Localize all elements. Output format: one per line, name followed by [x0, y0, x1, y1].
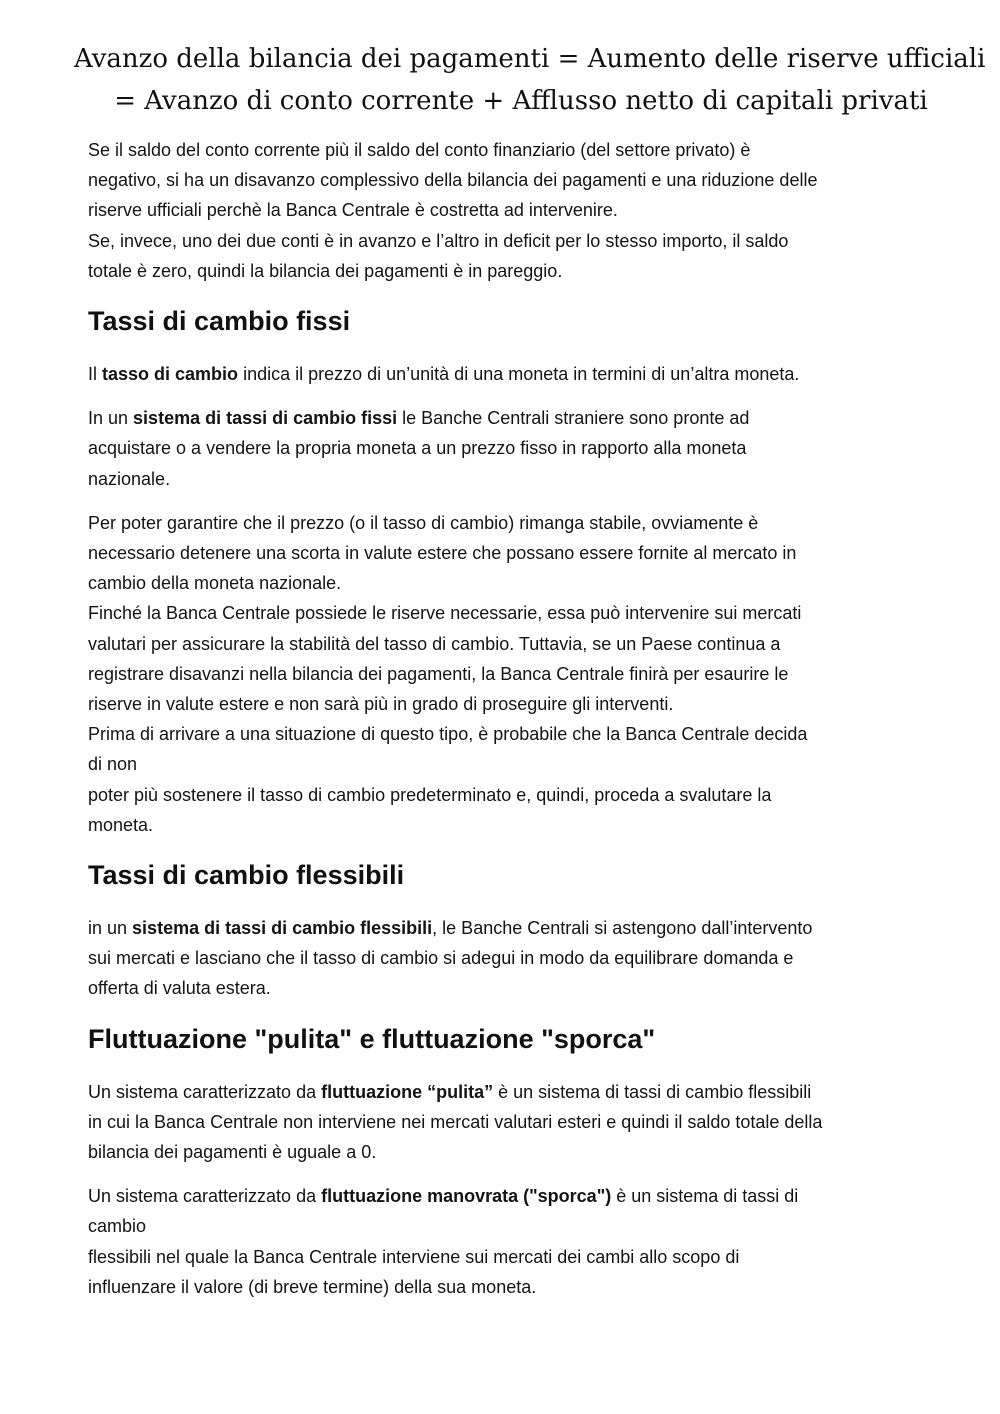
formula-line-2: = Avanzo di conto corrente + Afflusso netto di capitali privati [114, 86, 928, 116]
text-line: Un sistema caratterizzato da fluttuazione “pulita” è un sistema di tassi di cambio flessibili [88, 1081, 812, 1102]
term-exchange-rate: tasso di cambio [102, 364, 239, 385]
text-line: valutari per assicurare la stabilità del tasso di cambio. Tuttavia, se un Paese continua a [88, 633, 781, 654]
text-line: necessario detenere una scorta in valute estere che possano essere fornite al mercato in [88, 543, 797, 564]
heading-flexible-exchange-rates: Tassi di cambio flessibili [88, 860, 405, 891]
fixed-system-definition [88, 403, 918, 494]
text-line: Se, invece, uno dei due conti è in avanzo e l’altro in deficit per lo stesso importo, il saldo [88, 230, 789, 251]
text-line: In un sistema di tassi di cambio fissi le Banche Centrali straniere sono pronte ad [88, 408, 750, 429]
text-line: influenzare il valore (di breve termine) della sua moneta. [88, 1276, 537, 1297]
text-line: Prima di arrivare a una situazione di questo tipo, è probabile che la Banca Centrale decida [88, 724, 808, 745]
fixed-rate-explanation [88, 508, 918, 840]
document-page [74, 38, 986, 1302]
text-line: riserve in valute estere e non sarà più in grado di proseguire gli interventi. [88, 694, 674, 715]
flexible-system-definition [88, 913, 918, 1004]
heading-clean-dirty-float: Fluttuazione "pulita" e fluttuazione "sporca" [88, 1023, 656, 1054]
term-dirty-float: fluttuazione manovrata ("sporca") [321, 1186, 612, 1207]
dirty-float-definition [88, 1181, 918, 1302]
clean-float-definition [88, 1077, 918, 1168]
heading-fixed-exchange-rates: Tassi di cambio fissi [88, 306, 351, 337]
text-line: Il tasso di cambio indica il prezzo di un’unità di una moneta in termini di un’altra moneta. [88, 364, 800, 385]
text-line: sui mercati e lasciano che il tasso di cambio si adegui in modo da equilibrare domanda e [88, 948, 794, 969]
text-line: di non [88, 754, 138, 775]
text-line: offerta di valuta estera. [88, 978, 271, 999]
formula-line-1: Avanzo della bilancia dei pagamenti = Aumento delle riserve ufficiali [74, 44, 986, 74]
text-line: Finché la Banca Centrale possiede le riserve necessarie, essa può intervenire sui mercati [88, 603, 802, 624]
text-line: acquistare o a vendere la propria moneta a un prezzo fisso in rapporto alla moneta [88, 438, 747, 459]
text-line: negativo, si ha un disavanzo complessivo della bilancia dei pagamenti e una riduzione delle [88, 170, 818, 191]
term-fixed-system: sistema di tassi di cambio fissi [133, 408, 398, 429]
text-line: flessibili nel quale la Banca Centrale interviene sui mercati dei cambi allo scopo di [88, 1246, 740, 1267]
text-line: riserve ufficiali perchè la Banca Centrale è costretta ad intervenire. [88, 200, 618, 221]
text-line: registrare disavanzi nella bilancia dei pagamenti, la Banca Centrale finirà per esaurire le [88, 663, 789, 684]
term-clean-float: fluttuazione “pulita” [321, 1081, 494, 1102]
text-line: in cui la Banca Centrale non interviene nei mercati valutari esteri e quindi il saldo totale della [88, 1111, 823, 1132]
text-line: Se il saldo del conto corrente più il saldo del conto finanziario (del settore privato) è [88, 140, 751, 160]
text-line: nazionale. [88, 468, 171, 489]
text-line: poter più sostenere il tasso di cambio predeterminato e, quindi, proceda a svalutare la [88, 784, 772, 805]
term-flexible-system: sistema di tassi di cambio flessibili [132, 918, 433, 939]
exchange-rate-definition [88, 359, 918, 389]
balance-of-payments-formula [74, 38, 986, 122]
text-line: bilancia dei pagamenti è uguale a 0. [88, 1142, 377, 1163]
text-line: in un sistema di tassi di cambio flessibili, le Banche Centrali si astengono dall’intervento [88, 918, 813, 939]
text-line: cambio [88, 1216, 147, 1237]
text-line: cambio della moneta nazionale. [88, 573, 342, 594]
text-line: Per poter garantire che il prezzo (o il tasso di cambio) rimanga stabile, ovviamente è [88, 512, 759, 533]
text-line: totale è zero, quindi la bilancia dei pagamenti è in pareggio. [88, 260, 563, 281]
intro-paragraph [88, 135, 918, 286]
text-line: Un sistema caratterizzato da fluttuazione manovrata ("sporca") è un sistema di tassi di [88, 1186, 799, 1207]
text-line: moneta. [88, 814, 154, 835]
